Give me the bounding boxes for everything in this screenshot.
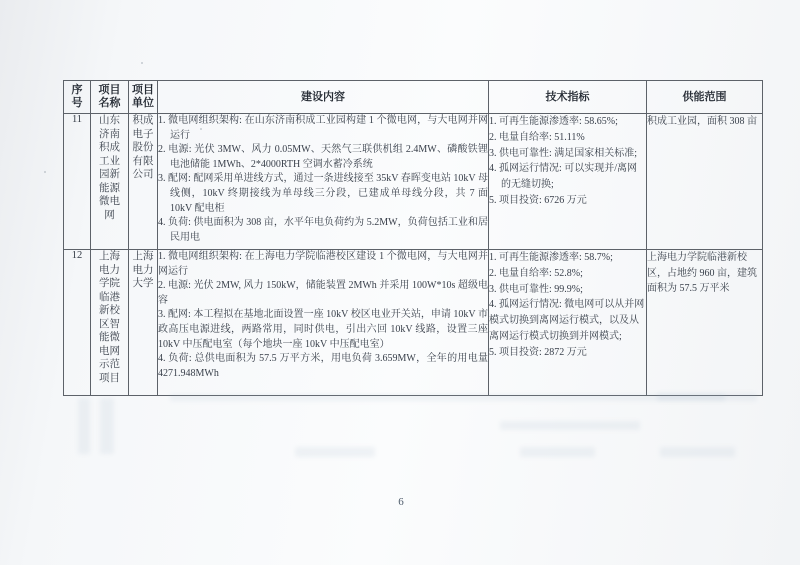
scan-bleedthrough-mark bbox=[295, 447, 375, 457]
indicator-item: 1. 可再生能源渗透率: 58.65%; bbox=[489, 116, 618, 127]
project-name-text: 山东济南积成工业园新能源微电网 bbox=[99, 115, 120, 221]
scan-speck bbox=[141, 62, 143, 64]
cell-project-unit bbox=[129, 114, 158, 250]
indicator-item: 5. 项目投资: 2872 万元 bbox=[489, 346, 587, 358]
cell-technical-indicators bbox=[489, 114, 647, 250]
content-item: 4. 负荷: 供电面积为 308 亩，水平年电负荷约为 5.2MW，负荷包括工业和居民用电 bbox=[158, 217, 488, 243]
col-header-indicators-label: 技术指标 bbox=[545, 90, 590, 103]
indicator-item: 5. 项目投资: 6726 万元 bbox=[489, 194, 587, 206]
scan-bleedthrough-mark bbox=[100, 398, 114, 454]
col-header-project-unit-label: 项目单位 bbox=[132, 84, 154, 109]
table-row-project-12 bbox=[64, 250, 763, 396]
page-number: 6 bbox=[398, 496, 404, 508]
content-item: 4. 负荷: 总供电面积为 57.5 万平方米，用电负荷 3.659MW，全年的用电量 4271.948MWh bbox=[158, 353, 488, 379]
scan-bleedthrough-mark bbox=[520, 447, 595, 457]
table-header-row bbox=[64, 81, 763, 114]
cell-project-name bbox=[91, 114, 129, 250]
content-item: 3. 配网: 本工程拟在基地北面设置一座 10kV 校区电业开关站，申请 10kV 市政高压电源进线，两路常用，同时供电，引出六回 10kV 线路，设置三座 10kV 中压配电室（每个地块一座 10kV 中压配电室） bbox=[158, 309, 488, 350]
content-item: 1. 微电网组织架构: 在上海电力学院临港校区建设 1 个微电网，与大电网并网运行 bbox=[158, 251, 488, 277]
project-unit-text: 上海电力大学 bbox=[132, 251, 154, 289]
cell-energy-supply-scope bbox=[647, 114, 763, 250]
content-item: 1. 微电网组织架构: 在山东济南积成工业园构建 1 个微电网，与大电网并网运行 bbox=[158, 115, 488, 141]
scan-bleedthrough-mark bbox=[500, 421, 640, 430]
indicator-item: 3. 供电可靠性: 满足国家相关标准; bbox=[489, 147, 638, 159]
cell-construction-content bbox=[158, 250, 489, 396]
cell-project-name bbox=[91, 250, 129, 396]
col-header-project-name bbox=[91, 81, 129, 114]
cell-construction-content bbox=[158, 114, 489, 250]
cell-energy-supply-scope bbox=[647, 250, 763, 396]
scan-bleedthrough-mark bbox=[170, 394, 725, 401]
microgrid-projects-table bbox=[63, 80, 763, 396]
scope-text: 积成工业园，面积 308 亩 bbox=[647, 116, 757, 127]
content-item: 3. 配网: 配网采用单进线方式，通过一条进线接至 35kV 春晖变电站 10kV 母线侧，10kV 终期接线为单母线三分段，已建成单母线分段，共 7 面 10kV 配电柜 bbox=[158, 173, 488, 214]
col-header-scope bbox=[647, 81, 763, 114]
content-item: 2. 电源: 光伏 3MW、风力 0.05MW、天然气三联供机组 2.4MW、磷酸铁锂电池储能 1MWh、2*4000RTH 空调水蓄冷系统 bbox=[158, 144, 488, 170]
cell-project-unit bbox=[129, 250, 158, 396]
indicator-item: 3. 供电可靠性: 99.9%; bbox=[489, 283, 583, 295]
col-header-indicators bbox=[489, 81, 647, 114]
scope-text: 上海电力学院临港新校区，占地约 960 亩，建筑面积为 57.5 万平米 bbox=[647, 252, 757, 294]
col-header-project-name-label: 项目名称 bbox=[98, 84, 121, 109]
cell-no: 11 bbox=[64, 114, 91, 250]
indicator-item: 1. 可再生能源渗透率: 58.7%; bbox=[489, 252, 613, 263]
table-row-project-11 bbox=[64, 114, 763, 250]
project-unit-text: 积成电子股份有限公司 bbox=[132, 115, 154, 180]
scan-bleedthrough-mark bbox=[78, 398, 90, 454]
project-name-text: 上海电力学院临港新校区智能微电网示范项目 bbox=[99, 251, 120, 384]
col-header-no-label: 序号 bbox=[71, 84, 83, 109]
content-item: 2. 电源: 光伏 2MW, 风力 150kW，储能装置 2MWh 并采用 100W*10s 超级电容 bbox=[158, 280, 488, 306]
cell-technical-indicators bbox=[489, 250, 647, 396]
col-header-scope-label: 供能范围 bbox=[682, 90, 727, 103]
indicator-item: 4. 孤网运行情况: 微电网可以从并网模式切换到离网运行模式，以及从离网运行模式切换到并网模式; bbox=[489, 299, 645, 342]
indicator-item: 2. 电量自给率: 52.8%; bbox=[489, 267, 583, 279]
scan-speck bbox=[44, 171, 46, 173]
scan-bleedthrough-mark bbox=[660, 447, 735, 457]
scan-speck bbox=[200, 128, 202, 130]
scan-bleedthrough-mark bbox=[657, 393, 757, 401]
col-header-no bbox=[64, 81, 91, 114]
col-header-project-unit bbox=[129, 81, 158, 114]
indicator-item: 4. 孤网运行情况: 可以实现并/离网的无缝切换; bbox=[489, 163, 638, 191]
col-header-construction-label: 建设内容 bbox=[301, 90, 345, 103]
indicator-item: 2. 电量自给率: 51.11% bbox=[489, 131, 585, 143]
col-header-construction bbox=[158, 81, 489, 114]
cell-no: 12 bbox=[64, 250, 91, 396]
